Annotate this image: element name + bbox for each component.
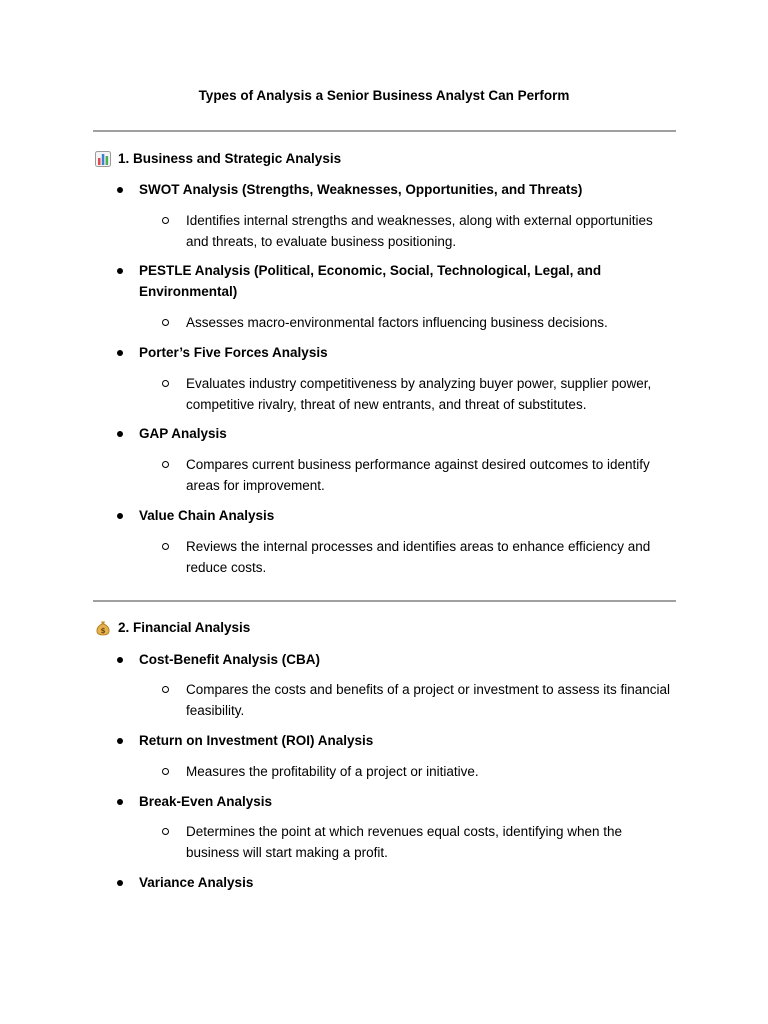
bar-chart-icon bbox=[95, 151, 111, 167]
list-item-swot: SWOT Analysis (Strengths, Weaknesses, Opportunities, and Threats) bbox=[139, 182, 583, 197]
sub-bullet-icon bbox=[162, 319, 169, 326]
section-divider bbox=[93, 130, 676, 132]
bullet-icon bbox=[117, 268, 123, 274]
list-item-detail: Measures the profitability of a project or initiative. bbox=[186, 764, 479, 779]
bullet-icon bbox=[117, 738, 123, 744]
section-heading-financial bbox=[95, 618, 250, 638]
list-item-cba: Cost-Benefit Analysis (CBA) bbox=[139, 652, 321, 667]
money-bag-icon bbox=[95, 620, 111, 636]
list-item-detail: Evaluates industry competitiveness by analyzing buyer power, supplier power, competitive rivalry, threat of new entrants, and threat of substitutes. bbox=[186, 376, 652, 412]
list-item-porter: Porter’s Five Forces Analysis bbox=[139, 345, 328, 360]
list-item-pestle: PESTLE Analysis (Political, Economic, Social, Technological, Legal, and Environmental) bbox=[139, 263, 602, 299]
list-item-detail: Reviews the internal processes and identifies areas to enhance efficiency and reduce costs. bbox=[186, 539, 651, 575]
list-item-detail: Assesses macro-environmental factors influencing business decisions. bbox=[186, 315, 608, 330]
section-heading-business-strategic bbox=[95, 149, 341, 169]
sub-bullet-icon bbox=[162, 217, 169, 224]
bullet-icon bbox=[117, 187, 123, 193]
sub-bullet-icon bbox=[162, 543, 169, 550]
list-item-break-even: Break-Even Analysis bbox=[139, 794, 273, 809]
bullet-icon bbox=[117, 880, 123, 886]
list-item-detail: Compares the costs and benefits of a project or investment to assess its financial feasibility. bbox=[186, 682, 670, 718]
sub-bullet-icon bbox=[162, 768, 169, 775]
list-item-gap: GAP Analysis bbox=[139, 426, 227, 441]
bullet-icon bbox=[117, 657, 123, 663]
bullet-icon bbox=[117, 799, 123, 805]
list-item-roi: Return on Investment (ROI) Analysis bbox=[139, 733, 374, 748]
section-divider bbox=[93, 600, 676, 602]
list-item-detail: Identifies internal strengths and weaknesses, along with external opportunities and threats, to evaluate business positioning. bbox=[186, 213, 653, 249]
bullet-icon bbox=[117, 513, 123, 519]
document-title: Types of Analysis a Senior Business Analyst Can Perform bbox=[198, 88, 570, 103]
sub-bullet-icon bbox=[162, 828, 169, 835]
sub-bullet-icon bbox=[162, 461, 169, 468]
list-item-value-chain: Value Chain Analysis bbox=[139, 508, 275, 523]
bullet-icon bbox=[117, 431, 123, 437]
section-heading-text: 1. Business and Strategic Analysis bbox=[118, 151, 342, 166]
svg-text:$: $ bbox=[100, 627, 106, 635]
list-item-detail: Determines the point at which revenues equal costs, identifying when the business will start making a profit. bbox=[186, 824, 623, 860]
sub-bullet-icon bbox=[162, 686, 169, 693]
sub-bullet-icon bbox=[162, 380, 169, 387]
list-item-variance: Variance Analysis bbox=[139, 875, 254, 890]
list-item-detail: Compares current business performance against desired outcomes to identify areas for improvement. bbox=[186, 457, 650, 493]
bullet-icon bbox=[117, 350, 123, 356]
section-heading-text: 2. Financial Analysis bbox=[118, 620, 251, 635]
